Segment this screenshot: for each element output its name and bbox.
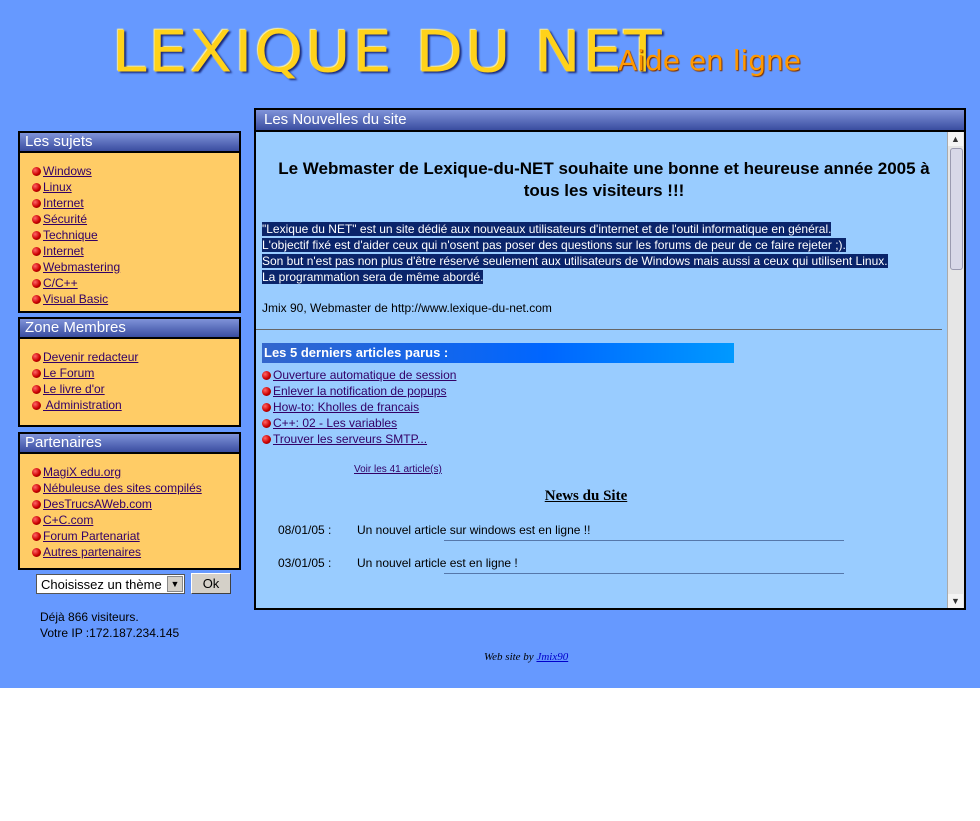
partners-header: Partenaires: [20, 434, 239, 454]
partner-item[interactable]: DesTrucsAWeb.com: [32, 496, 239, 512]
theme-select[interactable]: [36, 574, 185, 594]
bullet-icon: [32, 385, 41, 394]
bullet-icon: [32, 548, 41, 557]
author-link[interactable]: Jmix90: [536, 651, 569, 663]
bullet-icon: [32, 484, 41, 493]
subjects-panel: [18, 131, 241, 313]
subject-item[interactable]: Sécurité: [32, 211, 239, 227]
partner-item[interactable]: Nébuleuse des sites compilés: [32, 480, 239, 496]
footer-credit: [484, 651, 568, 663]
bullet-icon: [32, 247, 41, 256]
bullet-icon: [32, 263, 41, 272]
see-all-articles-link[interactable]: Voir les 41 article(s): [354, 464, 442, 475]
news-divider: [444, 573, 844, 574]
members-item[interactable]: Le livre d'or: [32, 381, 239, 397]
partner-item[interactable]: MagiX edu.org: [32, 464, 239, 480]
news-row: [262, 513, 946, 546]
footer-prefix: Web site by: [484, 651, 537, 663]
news-date: 03/01/05 :: [278, 556, 332, 570]
bullet-icon: [32, 468, 41, 477]
members-item[interactable]: Administration: [32, 397, 239, 413]
members-item[interactable]: Le Forum: [32, 365, 239, 381]
members-panel: [18, 317, 241, 427]
bullet-icon: [32, 295, 41, 304]
bullet-icon: [32, 167, 41, 176]
bullet-icon: [32, 353, 41, 362]
intro-line: "Lexique du NET" est un site dédié aux nouveaux utilisateurs d'internet et de l'outil informatique en général.: [262, 222, 832, 236]
intro-line: Son but n'est pas non plus d'être réservé seulement aux utilisateurs de Windows mais aussi a ceux qui utilisent Linux.: [262, 254, 888, 268]
bullet-icon: [32, 231, 41, 240]
intro-line: L'objectif fixé est d'aider ceux qui n'osent pas poser des questions sur les forums de peur de ce faire rejeter ;).: [262, 238, 846, 252]
bullet-icon: [262, 371, 271, 380]
news-content: [262, 134, 946, 579]
visitor-ip: Votre IP :172.187.234.145: [40, 626, 180, 640]
ok-button[interactable]: Ok: [191, 573, 231, 594]
news-row: [262, 546, 946, 579]
webmaster-signature: Jmix 90, Webmaster de http://www.lexique-du-net.com: [262, 301, 552, 315]
scroll-up-icon[interactable]: ▲: [948, 132, 963, 146]
new-year-message: Le Webmaster de Lexique-du-NET souhaite une bonne et heureuse année 2005 à tous les visiteurs !!!: [278, 159, 930, 200]
subjects-header: Les sujets: [20, 133, 239, 153]
bullet-icon: [32, 500, 41, 509]
intro-line: La programmation sera de même abordé.: [262, 270, 484, 284]
logo-title: LEXIQUE DU NET: [112, 18, 664, 86]
subject-item[interactable]: Visual Basic: [32, 291, 239, 307]
visitor-info: [40, 609, 179, 641]
bullet-icon: [32, 401, 41, 410]
site-news-title: News du Site: [544, 488, 628, 504]
subject-item[interactable]: Windows: [32, 163, 239, 179]
news-text: Un nouvel article sur windows est en ligne !!: [357, 523, 591, 537]
theme-select-value: Choisissez un thème: [41, 577, 162, 592]
site-intro: [262, 221, 946, 285]
latest-articles-header: Les 5 derniers articles parus :: [262, 343, 734, 363]
subject-item[interactable]: C/C++: [32, 275, 239, 291]
news-header: Les Nouvelles du site: [256, 110, 964, 132]
bullet-icon: [32, 532, 41, 541]
bullet-icon: [32, 183, 41, 192]
divider: [256, 329, 942, 330]
bullet-icon: [262, 435, 271, 444]
article-link[interactable]: C++: 02 - Les variables: [262, 415, 946, 431]
partner-item[interactable]: Autres partenaires: [32, 544, 239, 560]
news-divider: [444, 540, 844, 541]
scroll-down-icon[interactable]: ▼: [948, 594, 963, 608]
news-text: Un nouvel article est en ligne !: [357, 556, 518, 570]
bullet-icon: [262, 419, 271, 428]
article-link[interactable]: Ouverture automatique de session: [262, 367, 946, 383]
chevron-down-icon[interactable]: ▼: [167, 576, 183, 592]
subject-item[interactable]: Technique: [32, 227, 239, 243]
members-header: Zone Membres: [20, 319, 239, 339]
partner-item[interactable]: Forum Partenariat: [32, 528, 239, 544]
subject-item[interactable]: Internet: [32, 195, 239, 211]
bullet-icon: [32, 279, 41, 288]
bullet-icon: [32, 215, 41, 224]
news-date: 08/01/05 :: [278, 523, 332, 537]
bullet-icon: [32, 369, 41, 378]
article-link[interactable]: Enlever la notification de popups: [262, 383, 946, 399]
partners-panel: [18, 432, 241, 570]
subject-item[interactable]: Internet: [32, 243, 239, 259]
logo-subtitle: Aide en ligne: [618, 44, 802, 77]
bullet-icon: [32, 516, 41, 525]
news-panel: [254, 108, 966, 610]
news-scrollbar[interactable]: [947, 132, 964, 608]
latest-articles-list: [262, 367, 946, 447]
visitor-count: Déjà 866 visiteurs.: [40, 610, 139, 624]
bullet-icon: [32, 199, 41, 208]
members-item[interactable]: Devenir redacteur: [32, 349, 239, 365]
subject-item[interactable]: Linux: [32, 179, 239, 195]
bullet-icon: [262, 403, 271, 412]
article-link[interactable]: Trouver les serveurs SMTP...: [262, 431, 946, 447]
partner-item[interactable]: C+C.com: [32, 512, 239, 528]
site-news-list: [262, 513, 946, 579]
article-link[interactable]: How-to: Kholles de francais: [262, 399, 946, 415]
bullet-icon: [262, 387, 271, 396]
subject-item[interactable]: Webmastering: [32, 259, 239, 275]
scroll-thumb[interactable]: [950, 148, 963, 270]
